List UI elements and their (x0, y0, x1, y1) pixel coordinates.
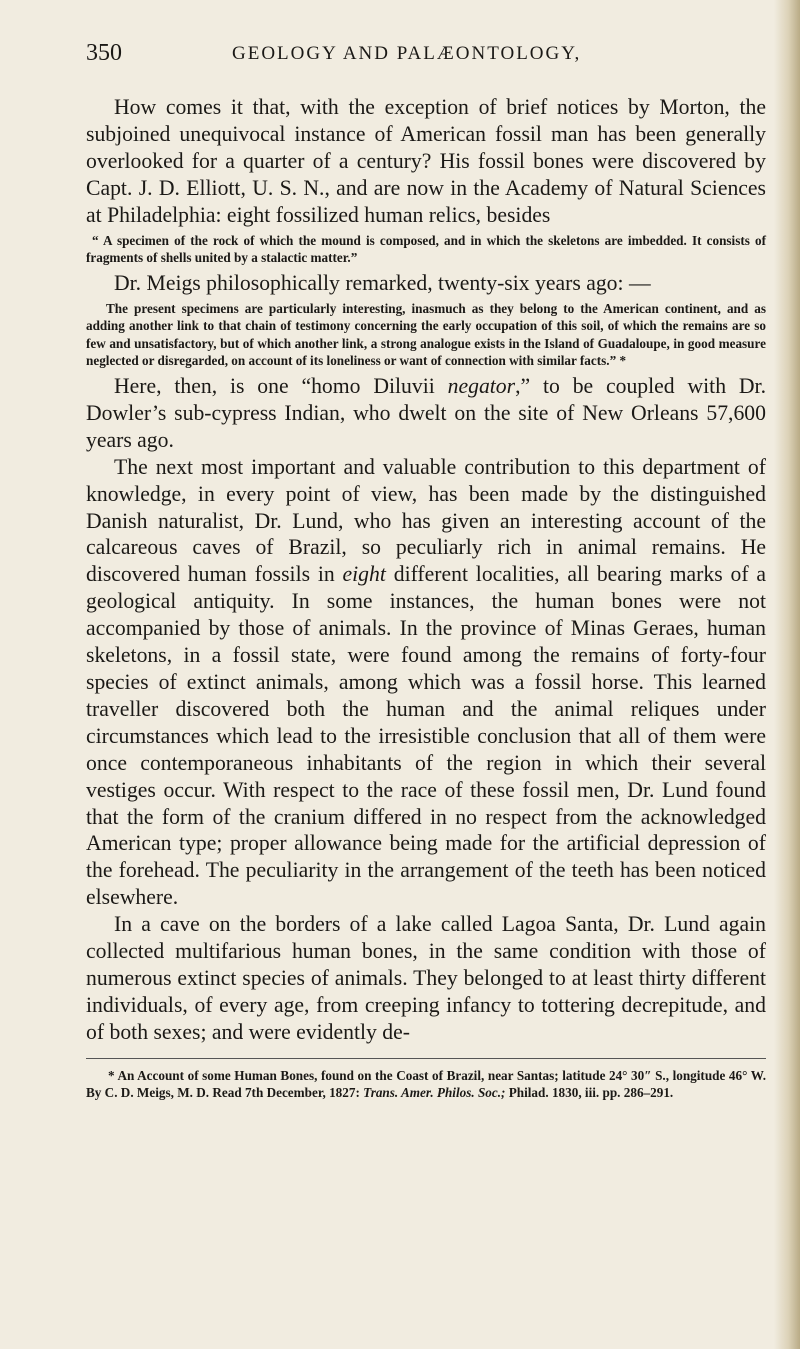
footnote-rule (86, 1058, 766, 1059)
footnote (86, 1067, 766, 1102)
paragraph-3-part-b: ,” to be coupled with Dr. Dowler’s sub-cypress Indian, who dwelt on the site of New Orleans 57,600 years ago. (86, 374, 766, 452)
footnote-part-b: Philad. 1830, iii. pp. 286–291. (505, 1085, 674, 1101)
paragraph-3-emphasis: negator (447, 374, 516, 398)
quote-rock-specimen: “ A specimen of the rock of which the mound is composed, and in which the skeletons are imbedded. It consists of fragments of shells united by a stalactic matter.” (86, 232, 766, 266)
paragraph-4-emphasis: eight (342, 562, 386, 587)
paragraph-4-part-a: The next most important and valuable contribution to this department of knowledge, in every point of view, has been made by the distinguished Danish naturalist, Dr. Lund, who has given an interesting account of the calcareous caves of Brazil, so peculiarly rich in animal remains. He discovered human fossils in (86, 454, 766, 587)
paragraph-3 (86, 373, 766, 454)
paragraph-5: In a cave on the borders of a lake called Lagoa Santa, Dr. Lund again collected multifarious human bones, in the same condition with those of numerous extinct species of animals. They belonged to at least thirty different individuals, of every age, from creeping infancy to tottering decrepitude, and of both sexes; and were evidently de- (86, 912, 766, 1044)
book-page (86, 40, 766, 1102)
page-body (86, 94, 766, 1046)
footnote-emphasis: Trans. Amer. Philos. Soc.; (363, 1085, 506, 1101)
paragraph-3-part-a: Here, then, is one “homo Diluvii (114, 374, 448, 398)
page-header (86, 40, 766, 80)
footnote-part-a: * An Account of some Human Bones, found on the Coast of Brazil, near Santas; latitude 24° 30″ S., longitude 46° W. By C. D. Meigs, M. D. Read 7th December, 1827: (86, 1067, 766, 1101)
paragraph-4-part-b: different localities, all bearing marks of a geological antiquity. In some instances, the human bones were not accompanied by those of animals. In the province of Minas Geraes, human skeletons, in a fossil state, were found among the remains of forty-four species of extinct animals, among which was a fossil horse. This learned traveller discovered both the human and the animal reliques under circumstances which lead to the irresistible conclusion that all of them were once contemporaneous inhabitants of the region in which their several vestiges occur. With respect to the race of these fossil men, Dr. Lund found that the form of the cranium differed in no respect from the acknowledged American type; proper allowance being made for the artificial depression of the forehead. The peculiarity in the arrangement of the teeth has been noticed elsewhere. (86, 562, 766, 910)
paragraph-1: How comes it that, with the exception of brief notices by Morton, the subjoined unequivocal instance of American fossil man has been generally overlooked for a quarter of a century? His fossil bones were discovered by Capt. J. D. Elliott, U. S. N., and are now in the Academy of Natural Sciences at Philadelphia: eight fossilized human relics, besides (86, 95, 766, 227)
quote-meigs: The present specimens are particularly interesting, inasmuch as they belong to the American continent, and as adding another link to that chain of testimony concerning the early occupation of this soil, of which the remains are so few and unsatisfactory, but of which another link, a strong analogue exists in the Island of Guadaloupe, in good measure neglected or disregarded, on account of its loneliness or want of connection with similar facts.” * (86, 300, 766, 369)
page-edge-shadow (774, 0, 800, 1349)
paragraph-4 (86, 454, 766, 911)
paragraph-2: Dr. Meigs philosophically remarked, twenty-six years ago: — (114, 270, 651, 295)
running-title: GEOLOGY AND PALÆONTOLOGY, (232, 43, 582, 64)
page-number: 350 (86, 40, 122, 66)
